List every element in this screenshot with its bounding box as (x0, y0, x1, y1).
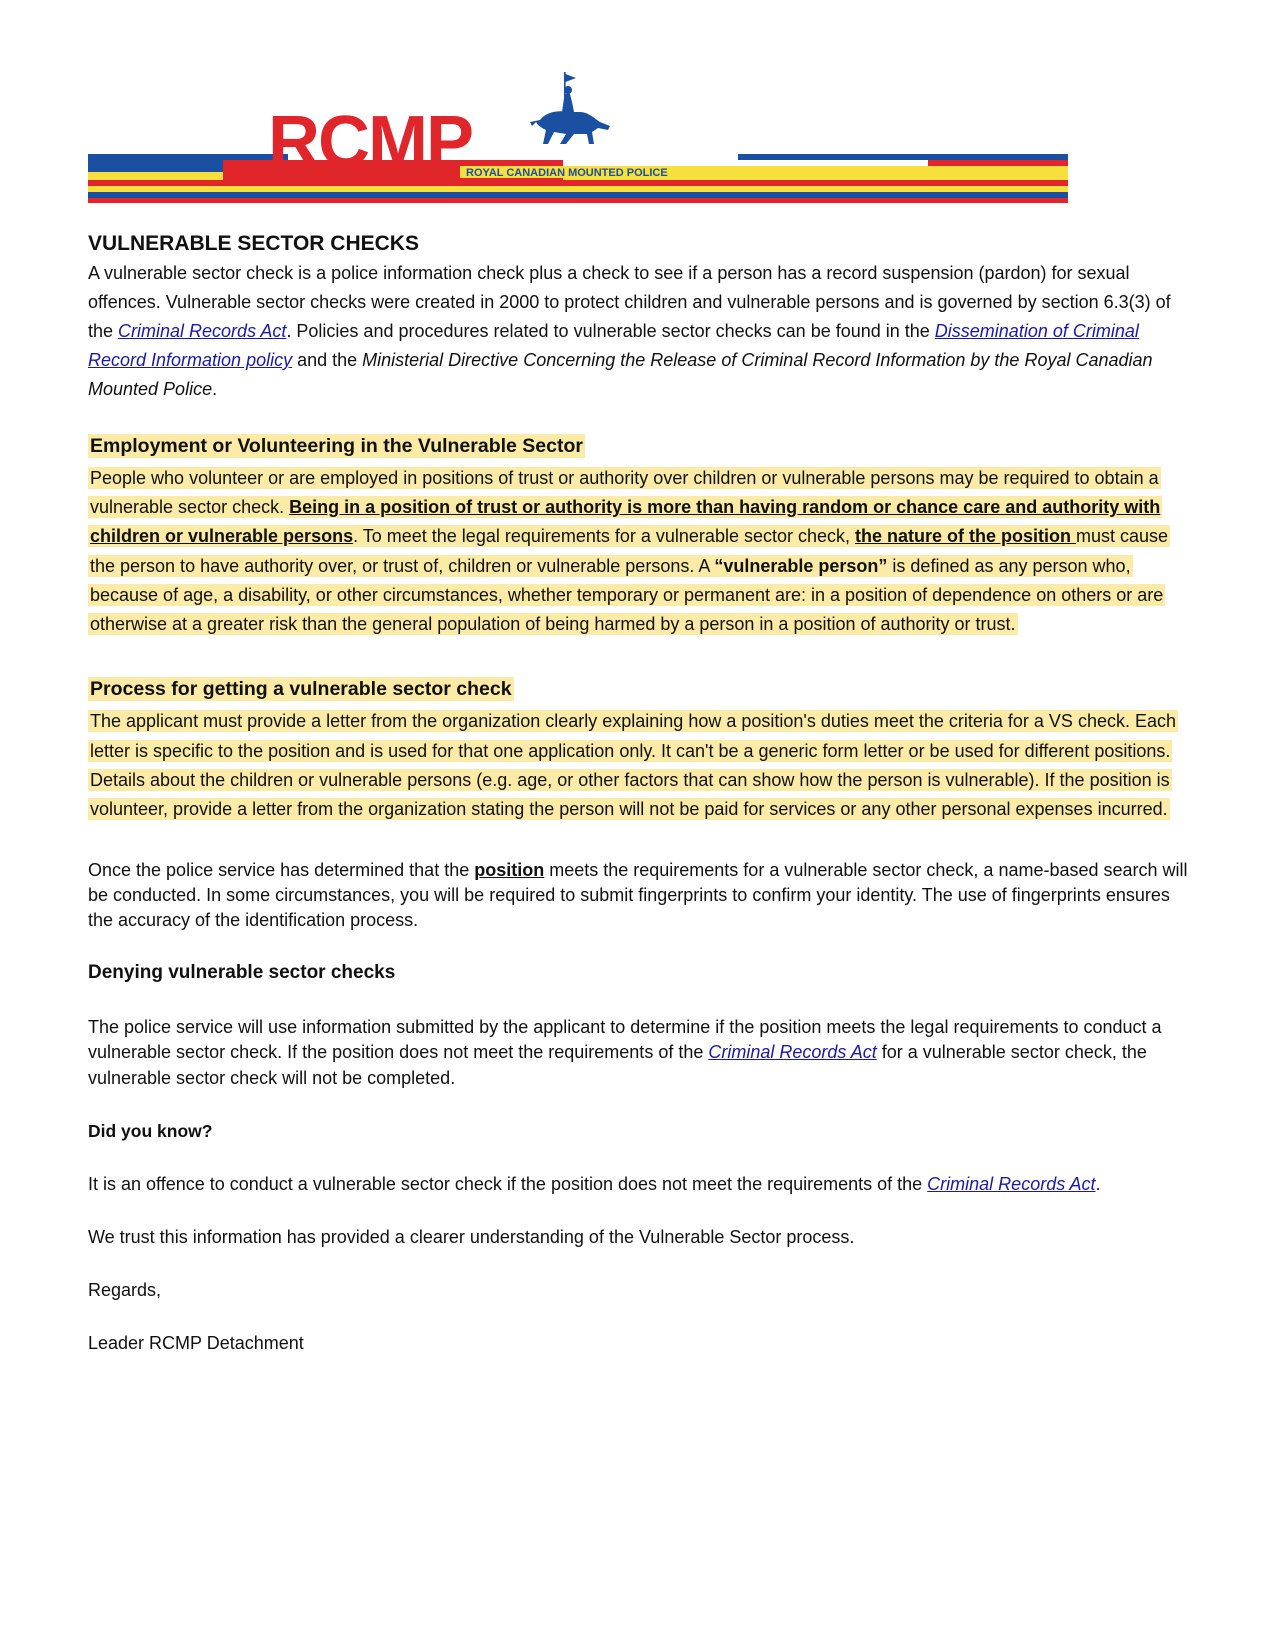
rcmp-banner (88, 72, 1068, 204)
criminal-records-act-link[interactable]: Criminal Records Act (118, 321, 287, 341)
employment-heading (88, 432, 1188, 460)
intro-paragraph (88, 259, 1188, 404)
once-text-2: meets the requirements for a vulnerable sector check, a name-based search will be conducted. In some circumstances, you will be required to submit fingerprints to confirm your identity. The use of fingerprints ensures the accuracy of the identification process. (88, 859, 1188, 930)
rcmp-wordmark: RCMP (268, 102, 472, 182)
criminal-records-act-link-3[interactable]: Criminal Records Act (927, 1174, 1096, 1195)
name-based-search-paragraph (88, 858, 1188, 933)
employment-text-1: People who volunteer or are employed in positions of trust or authority over children or vulnerable persons may be required to obtain a vulnerable sector check. (90, 468, 1159, 518)
employment-emphasis-1: Being in a position of trust or authority is more than having random or chance care and authority with children or vulnerable persons (90, 497, 1161, 547)
intro-text-4: . (212, 379, 218, 399)
offence-text-2: . (1095, 1174, 1101, 1195)
document-body (88, 230, 1188, 1356)
denying-paragraph (88, 1015, 1188, 1092)
offence-paragraph (88, 1172, 1188, 1197)
signoff-line: Leader RCMP Detachment (88, 1333, 304, 1354)
denying-text-1: The police service will use information submitted by the applicant to determine if the position meets the legal requirements to conduct a vulnerable sector check. If the position does not meet the requirements of the (88, 1016, 1162, 1063)
employment-highlight (88, 467, 1170, 635)
employment-emphasis-2: the nature of the position (855, 526, 1077, 547)
employment-text-3: must cause the person to have authority over, or trust of, children or vulnerable persons. A (90, 526, 1169, 576)
employment-text-2: . To meet the legal requirements for a vulnerable sector check, (353, 526, 856, 547)
denying-heading: Denying vulnerable sector checks (88, 961, 396, 983)
ministerial-directive-title: Ministerial Directive Concerning the Release of Criminal Record Information by the Royal Canadian Mounted Police (88, 350, 1153, 399)
page-title: VULNERABLE SECTOR CHECKS (88, 232, 419, 255)
banner-right-red (928, 160, 1068, 166)
did-you-know-heading: Did you know? (88, 1121, 213, 1142)
banner-right-blue (738, 154, 1068, 160)
intro-text-1: A vulnerable sector check is a police information check plus a check to see if a person has a record suspension (pardon) for sexual offences. Vulnerable sector checks were created in 2000 to protect children and vulnerable persons and is governed by section 6.3(3) of the (88, 263, 1171, 341)
intro-text-2: . Policies and procedures related to vulnerable sector checks can be found in the (286, 321, 935, 341)
denying-text-2: for a vulnerable sector check, the vulnerable sector check will not be completed. (88, 1042, 1147, 1088)
employment-paragraph (88, 464, 1188, 639)
employment-heading-text: Employment or Volunteering in the Vulnerable Sector (90, 435, 583, 457)
process-heading-text: Process for getting a vulnerable sector check (90, 678, 512, 701)
employment-text-4: is defined as any person who, because of age, a disability, or other circumstances, whether temporary or permanent are: in a position of dependence on others or are otherwise at a greater risk than the general population of being harmed by a person in a position of authority or trust. (90, 555, 1164, 635)
banner-stripe-red-2 (88, 198, 1068, 203)
vulnerable-person-term: “vulnerable person” (714, 555, 888, 576)
banner-stripe-red (88, 180, 1068, 186)
dissemination-policy-link[interactable]: Dissemination of Criminal Record Information policy (88, 321, 1139, 370)
banner-stripe-yellow-2 (88, 186, 1068, 192)
once-emphasis: position (474, 859, 545, 880)
process-paragraph (88, 707, 1188, 825)
process-text: The applicant must provide a letter from the organization clearly explaining how a position's duties meet the criteria for a VS check. Each letter is specific to the position and is used for that one application only. It can't be a generic form letter or be used for different positions. Details about the children or vulnerable persons (e.g. age, or other factors that can show how the person is vulnerable). If the position is volunteer, provide a letter from the organization stating the person will not be paid for services or any other personal expenses incurred. (90, 711, 1176, 820)
criminal-records-act-link-2[interactable]: Criminal Records Act (708, 1042, 877, 1063)
trust-paragraph: We trust this information has provided a clearer understanding of the Vulnerable Sector process. (88, 1227, 855, 1248)
tagline-text: ROYAL CANADIAN MOUNTED POLICE (466, 167, 668, 179)
rcmp-logo (88, 72, 1068, 204)
offence-text-1: It is an offence to conduct a vulnerable sector check if the position does not meet the requirements of the (88, 1174, 928, 1195)
mounted-rider-icon (530, 72, 610, 144)
process-heading (88, 675, 1188, 703)
regards-line: Regards, (88, 1280, 162, 1301)
intro-text-3: and the (292, 350, 363, 370)
once-text-1: Once the police service has determined that the (88, 859, 475, 880)
banner-stripe-blue-2 (88, 192, 1068, 198)
